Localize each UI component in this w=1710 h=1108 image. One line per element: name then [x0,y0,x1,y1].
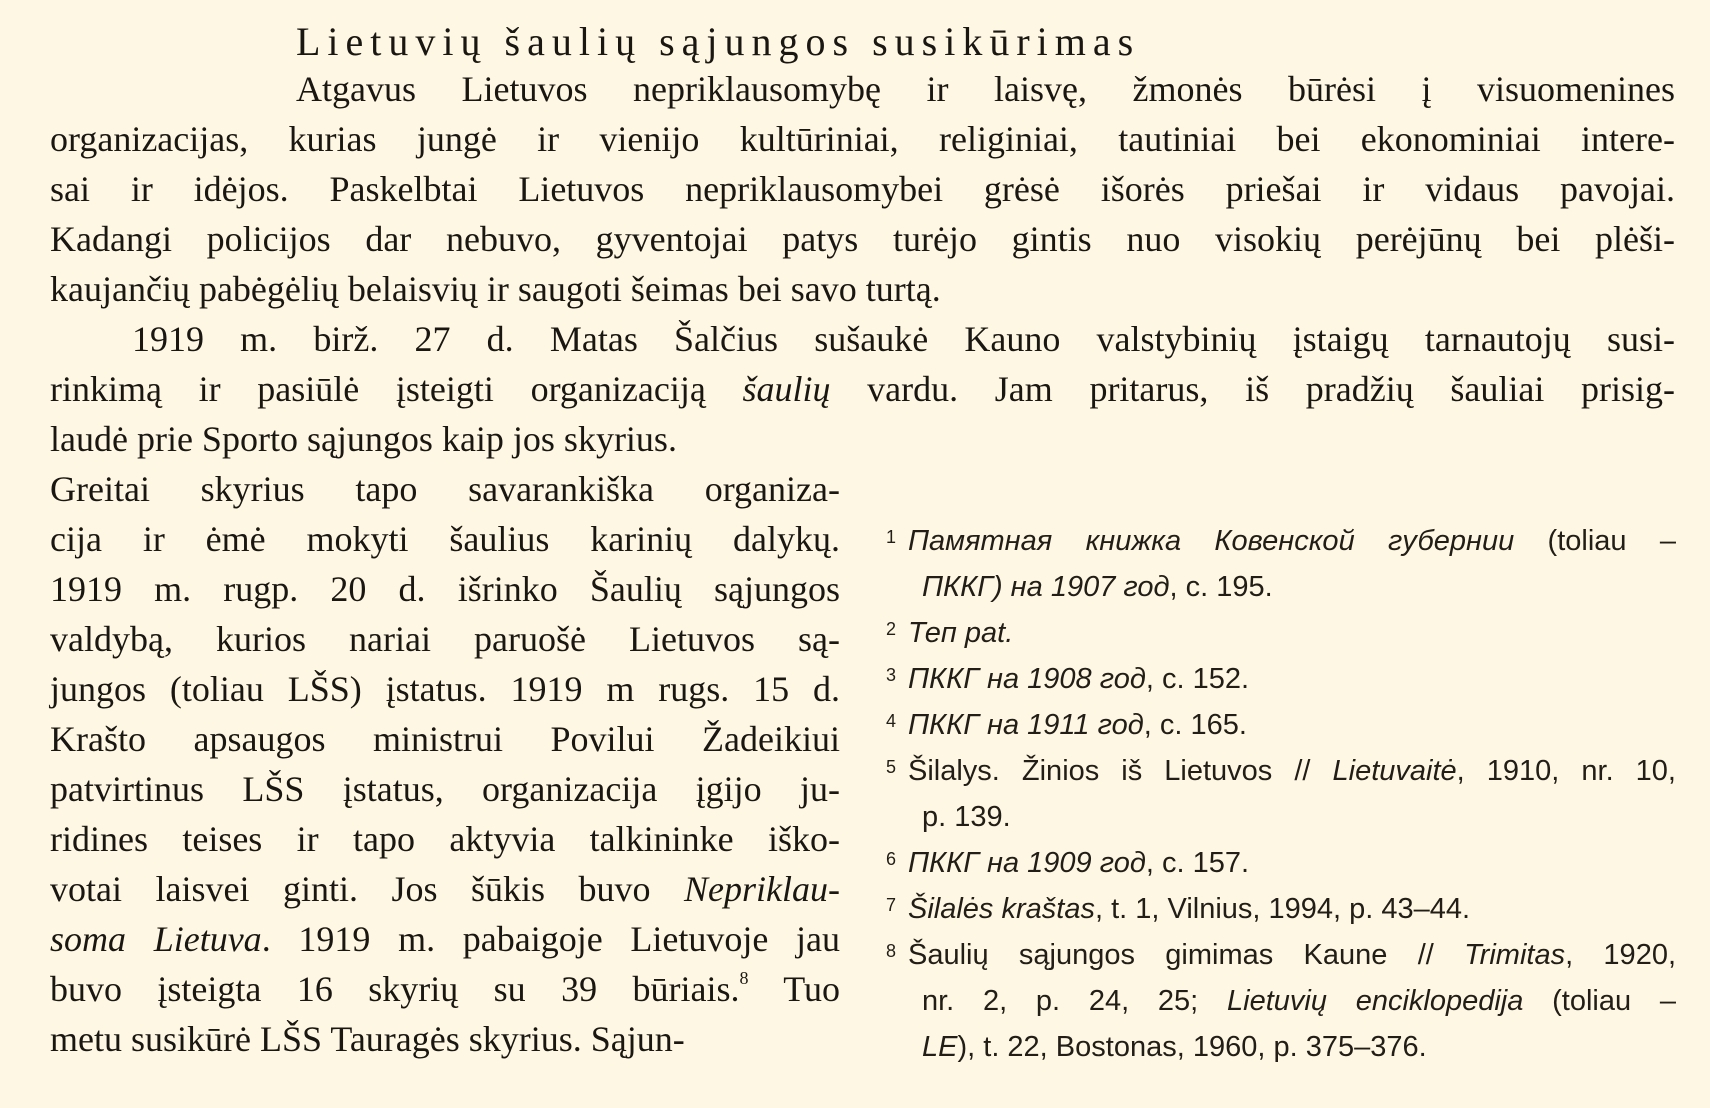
italic-source: ПККГ на 1908 год [908,663,1146,695]
italic-source: Trimitas [1464,939,1566,971]
column-line-3: 1919 m. rugp. 20 d. išrinko Šaulių sąjungos [50,569,840,609]
column-line-12 [50,1014,840,1064]
text-run: , с. 157. [1145,847,1250,879]
footnote-8-cont-1 [922,978,1676,1024]
footnote-number: 7 [886,895,897,915]
text-run: rinkimą ir pasiūlė įsteigti organizaciją [50,369,743,409]
italic-source: LE [922,1031,958,1063]
column-line-9 [50,864,840,914]
footnote-8-cont-2 [922,1024,1676,1070]
text-run: , с. 165. [1143,709,1247,741]
column-line-6: Krašto apsaugos ministrui Povilui Žadeikiui [50,719,840,759]
footnote-1-cont [922,564,1676,610]
footnote-8 [886,932,1676,978]
text-run: (toliau – [1514,525,1676,557]
paragraph-1-line-2: organizacijas, kurias jungė ir vienijo kultūriniai, religiniai, tautiniai bei ekonominiai intere- [50,119,1675,159]
paragraph-1-line-5: kaujančių pabėgėlių belaisvių ir saugoti šeimas bei savo turtą. [50,269,941,309]
column-line-8: ridines teises ir tapo aktyvia talkininke iško- [50,819,840,859]
footnote-number: 2 [886,619,897,639]
footnote-number: 6 [886,849,897,869]
italic-source: ПККГ на 1911 год [908,709,1144,741]
italic-source: Lietuvių enciklopedija [1227,985,1524,1017]
text-run: (toliau – [1523,985,1677,1017]
text-run: buvo įsteigta 16 skyrių su 39 būriais. [50,969,740,1009]
paragraph-1-line-4: Kadangi policijos dar nebuvo, gyventojai patys turėjo gintis nuo visokių perėjūnų bei plėši- [50,219,1675,259]
italic-source: ПККГ на 1909 год [908,847,1146,879]
footnote-7 [886,886,1676,932]
italic-source: Lietuvaitė [1332,755,1457,787]
italic-source: Теп pat. [908,617,1014,649]
text-run: . 1919 m. pabaigoje Lietuvoje jau [261,919,840,959]
column-line-11 [50,964,840,1014]
text-run: , с. 195. [1169,571,1273,603]
text-run: Tuo [748,969,840,1009]
text-run: metu susikūrė LŠS Tauragės skyrius. Sąjun- [50,1019,685,1059]
italic-term: Nepriklau- [684,869,840,909]
paragraph-2-line-1: 1919 m. birž. 27 d. Matas Šalčius sušaukė Kauno valstybinių įstaigų tarnautojų susi- [132,319,1675,359]
paragraph-2-line-2 [50,364,1675,414]
italic-source: Памятная книжка Ковенской губернии [908,525,1515,557]
paragraph-1-line-1: Atgavus Lietuvos nepriklausomybę ir laisvę, žmonės būrėsi į visuomenines [296,69,1675,109]
italic-source: Šilalės kraštas [908,893,1095,925]
paragraph-2-line-3: laudė prie Sporto sąjungos kaip jos skyrius. [50,419,677,459]
footnote-1 [886,518,1676,564]
footnote-number: 8 [886,941,897,961]
column-line-1: Greitai skyrius tapo savarankiška organiza- [50,469,840,509]
paragraph-1-line-3: sai ir idėjos. Paskelbtai Lietuvos nepriklausomybei grėsė išorės priešai ir vidaus pavojai. [50,169,1675,209]
footnote-4 [886,702,1676,748]
column-line-5: jungos (toliau LŠS) įstatus. 1919 m rugs. 15 d. [50,669,840,709]
column-line-4: valdybą, kurios nariai paruošė Lietuvos są- [50,619,840,659]
footnote-number: 3 [886,665,897,685]
text-run: , 1910, nr. 10, [1456,755,1676,787]
column-line-10 [50,914,840,964]
page-title: Lietuvių šaulių sąjungos susikūrimas [296,19,1141,64]
text-run: , с. 152. [1145,663,1250,695]
column-line-2: cija ir ėmė mokyti šaulius karinių dalykų. [50,519,840,559]
footnote-3 [886,656,1676,702]
footnote-5-cont: p. 139. [922,801,1011,833]
italic-term: soma Lietuva [50,919,262,959]
footnote-2 [886,610,1676,656]
text-run: , t. 1, Vilnius, 1994, p. 43–44. [1094,893,1471,925]
text-run: vardu. Jam pritarus, iš pradžių šauliai prisig- [830,369,1675,409]
column-line-7: patvirtinus LŠS įstatus, organizacija įgijo ju- [50,769,840,809]
footnote-6 [886,840,1676,886]
footnote-number: 4 [886,711,897,731]
text-run: Šaulių sąjungos gimimas Kaune // [908,939,1465,971]
footnote-5 [886,748,1676,794]
footnote-number: 5 [886,757,897,777]
text-run: Šilalys. Žinios iš Lietuvos // [908,755,1333,787]
italic-term: šaulių [742,369,831,409]
italic-source: ПККГ) на 1907 год [922,571,1170,603]
text-run: ), t. 22, Bostonas, 1960, p. 375–376. [957,1031,1427,1063]
text-run: , 1920, [1565,939,1677,971]
footnote-reference: 8 [739,968,749,988]
text-run: votai laisvei ginti. Jos šūkis buvo [50,869,685,909]
footnote-number: 1 [886,527,897,547]
text-run: nr. 2, p. 24, 25; [922,985,1227,1017]
